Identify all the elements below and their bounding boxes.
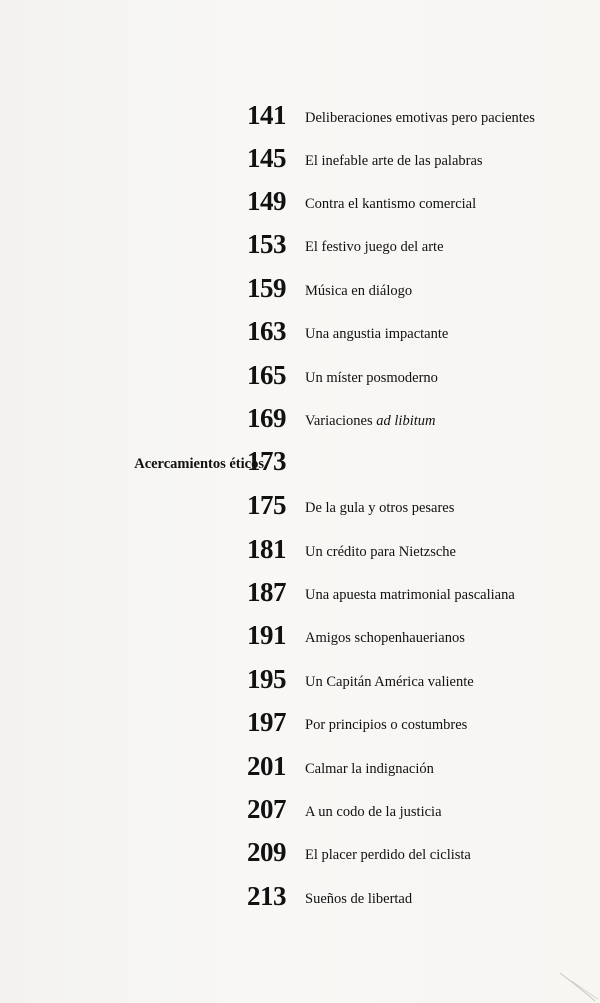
toc-entry xyxy=(0,572,600,612)
page-number: 175 xyxy=(247,490,286,520)
page-number: 149 xyxy=(247,186,286,216)
toc-entry xyxy=(0,615,600,655)
entry-title: Un crédito para Nietzsche xyxy=(305,544,456,560)
toc-entry xyxy=(0,529,600,569)
toc-entry xyxy=(0,876,600,916)
entry-title xyxy=(305,401,435,441)
entry-title-italic: ad libitum xyxy=(376,413,436,429)
entry-title: Contra el kantismo comercial xyxy=(305,196,477,212)
toc-entry xyxy=(0,398,600,438)
toc-section-entry xyxy=(0,441,600,481)
toc-entry xyxy=(0,181,600,221)
page-number: 201 xyxy=(247,751,286,781)
toc-entry xyxy=(0,138,600,178)
toc-entry xyxy=(0,224,600,264)
page-number: 159 xyxy=(247,273,286,303)
entry-title: El placer perdido del ciclista xyxy=(305,847,471,863)
entry-title: Deliberaciones emotivas pero pacientes xyxy=(305,110,535,126)
page-number: 181 xyxy=(247,534,286,564)
entry-title: Sueños de libertad xyxy=(305,891,413,907)
page-number: 153 xyxy=(247,229,286,259)
toc-entry xyxy=(0,832,600,872)
entry-title: Una angustia impactante xyxy=(305,326,449,342)
toc-entry xyxy=(0,95,600,135)
page-number: 213 xyxy=(247,881,286,911)
toc-entry xyxy=(0,485,600,525)
page-number: 207 xyxy=(247,794,286,824)
entry-title: Música en diálogo xyxy=(305,283,413,299)
page-number: 165 xyxy=(247,360,286,390)
entry-title: A un codo de la justicia xyxy=(305,804,442,820)
toc-entry xyxy=(0,702,600,742)
page-number: 169 xyxy=(247,403,286,433)
entry-title-text: Variaciones xyxy=(305,413,377,429)
section-heading: Acercamientos éticos xyxy=(134,456,264,472)
entry-title: Por principios o costumbres xyxy=(305,717,468,733)
entry-title: Calmar la indignación xyxy=(305,761,434,777)
page-number: 209 xyxy=(247,837,286,867)
page-number: 141 xyxy=(247,100,286,130)
entry-title: De la gula y otros pesares xyxy=(305,500,455,516)
entry-title: Amigos schopenhauerianos xyxy=(305,630,465,646)
toc-entry xyxy=(0,311,600,351)
page-curl-shadow xyxy=(540,943,600,1003)
entry-title: Un míster posmoderno xyxy=(305,370,438,386)
page-number: 197 xyxy=(247,707,286,737)
page-number: 195 xyxy=(247,664,286,694)
toc-entry xyxy=(0,659,600,699)
entry-title: Una apuesta matrimonial pascaliana xyxy=(305,587,515,603)
entry-title: Un Capitán América valiente xyxy=(305,674,474,690)
page-number: 163 xyxy=(247,316,286,346)
toc-entry xyxy=(0,355,600,395)
toc-entry xyxy=(0,789,600,829)
page-number: 187 xyxy=(247,577,286,607)
page-number: 145 xyxy=(247,143,286,173)
toc-entry xyxy=(0,746,600,786)
page-number: 191 xyxy=(247,620,286,650)
entry-title: El festivo juego del arte xyxy=(305,239,444,255)
entry-title: El inefable arte de las palabras xyxy=(305,153,483,169)
page-number: 173 xyxy=(247,446,286,476)
toc-entry xyxy=(0,268,600,308)
